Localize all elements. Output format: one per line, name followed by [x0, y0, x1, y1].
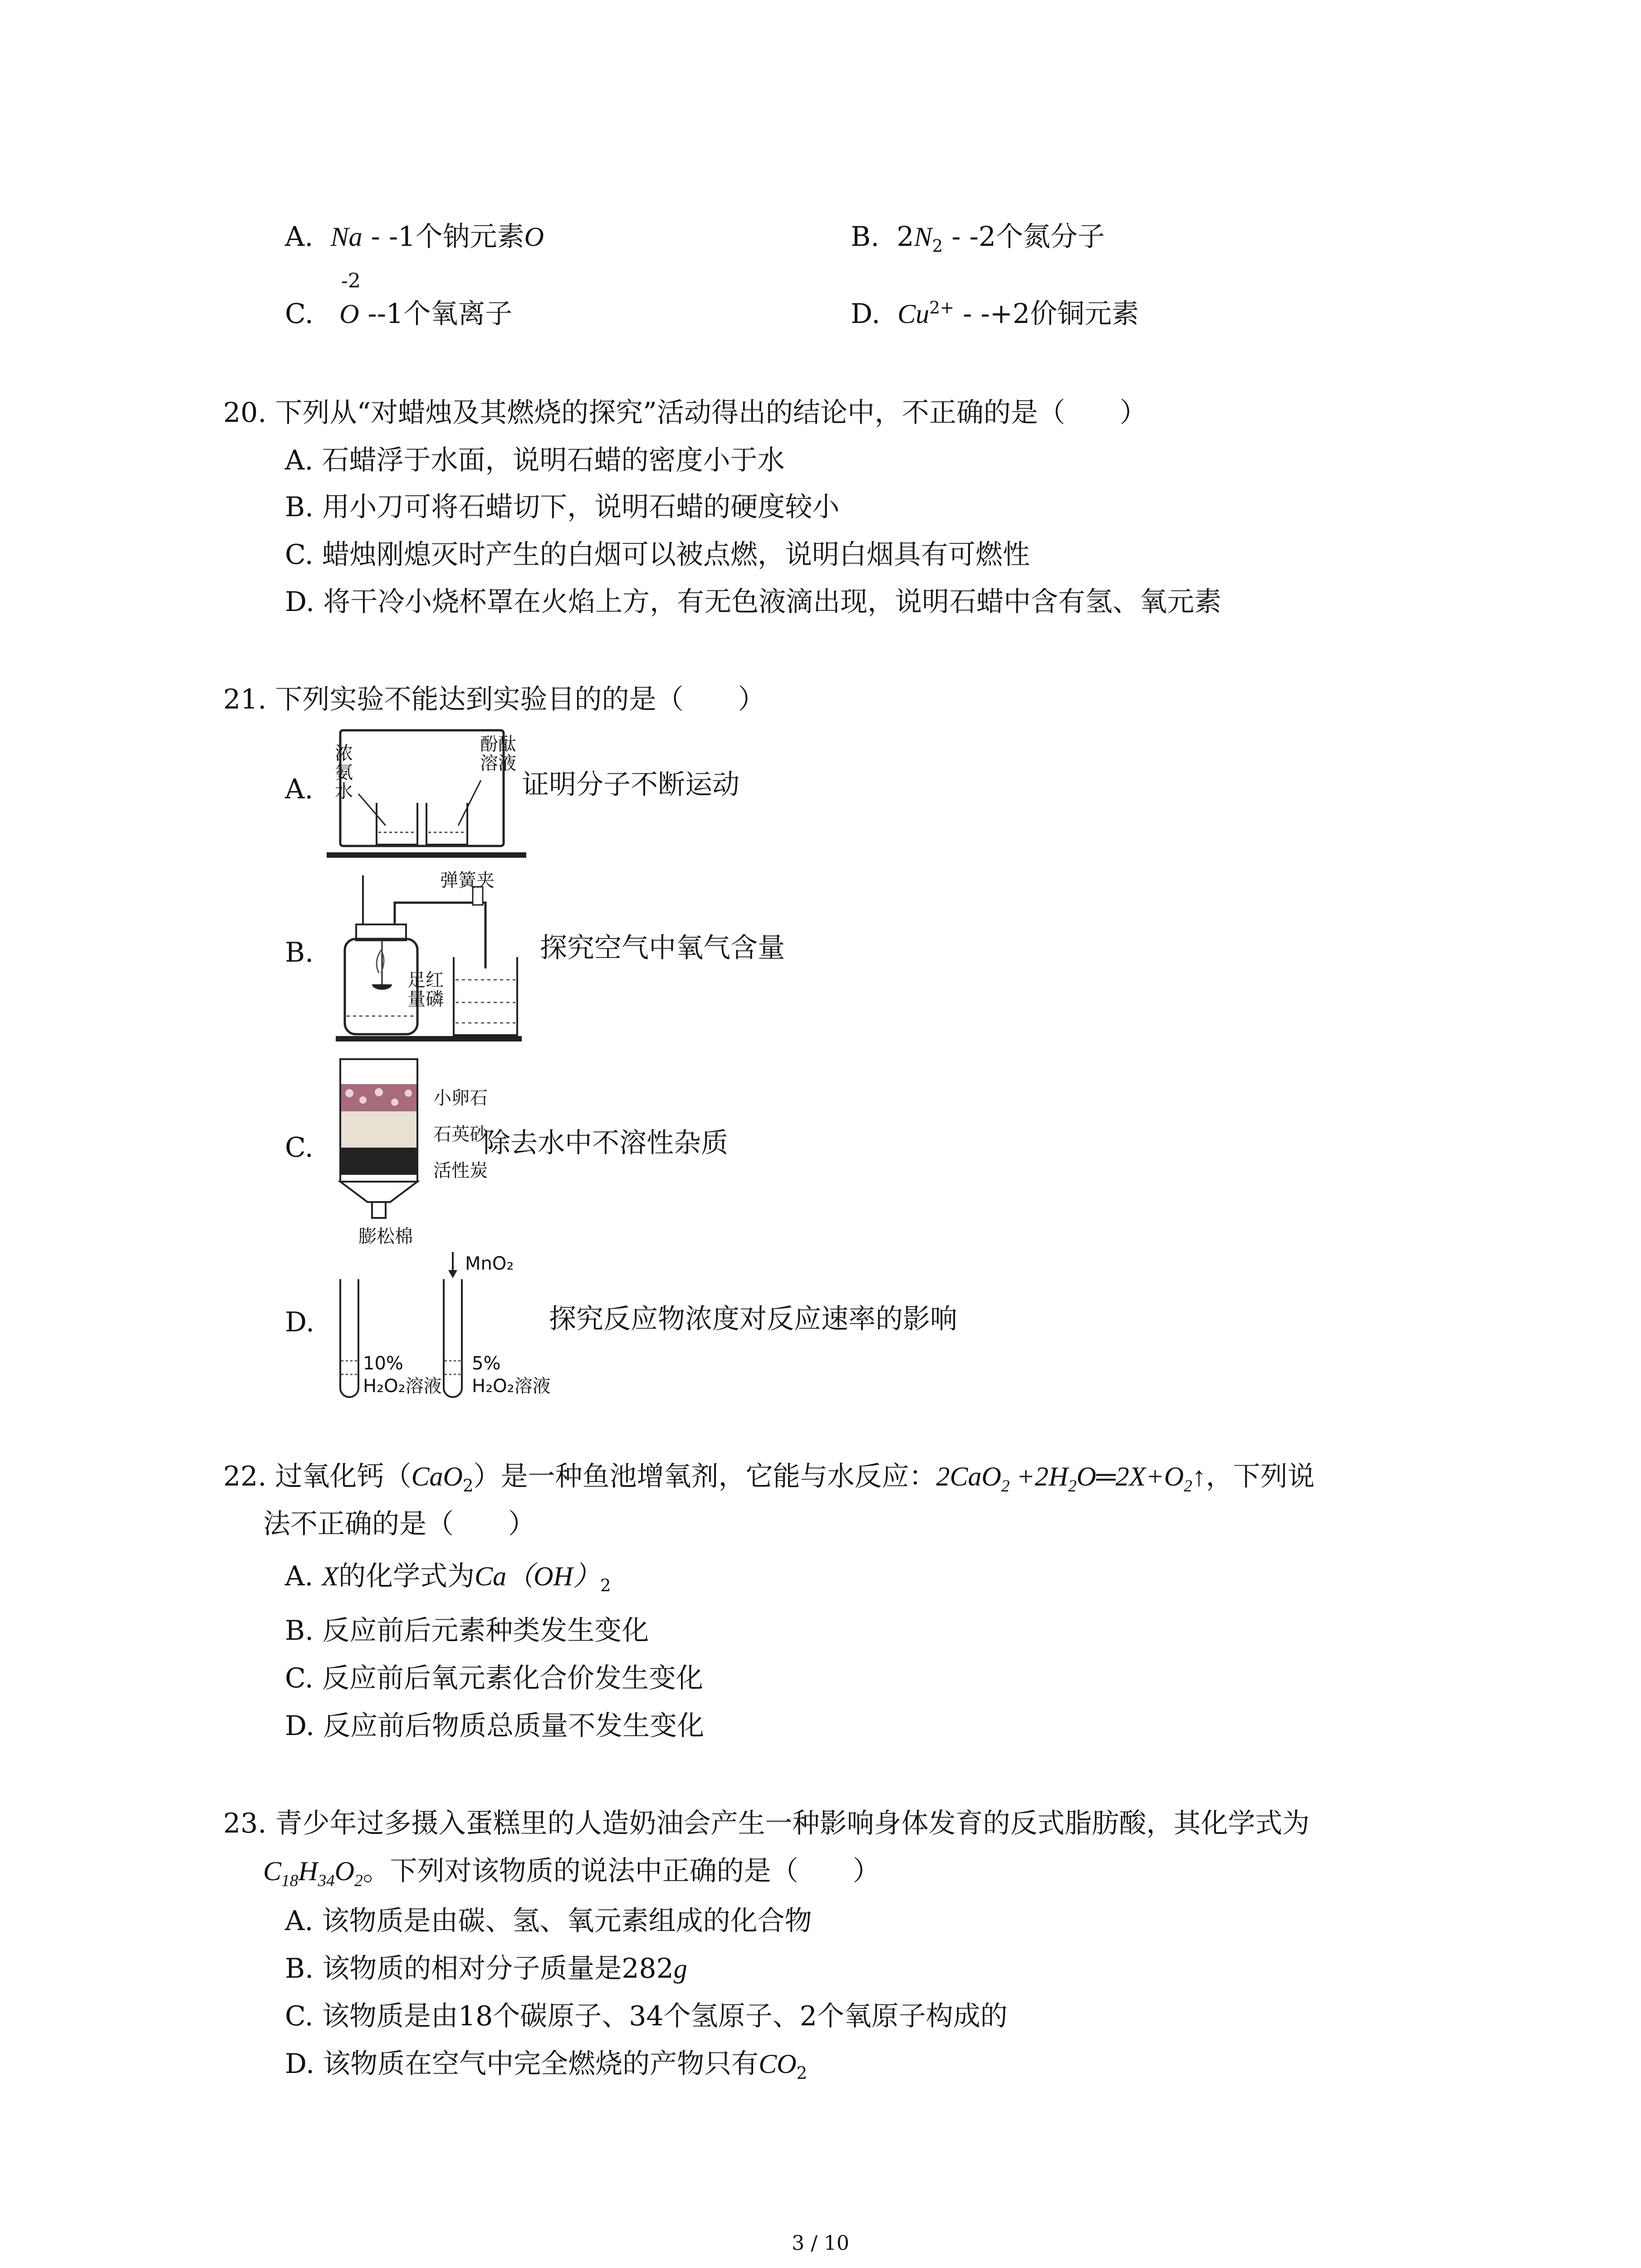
phenolphthalein-label: 酚酞 溶液 [480, 734, 516, 774]
q22-option-c: C. 反应前后氧元素化合价发生变化 [285, 1662, 703, 1694]
q23-option-a: A. 该物质是由碳、氢、氧元素组成的化合物 [285, 1905, 812, 1937]
q23-option-b: B. 该物质的相对分子质量是282g [285, 1953, 687, 1984]
q22-option-b: B. 反应前后元素种类发生变化 [285, 1615, 649, 1647]
page-number: 3 / 10 [792, 2232, 849, 2255]
q20-option-c: C. 蜡烛刚熄灭时产生的白烟可以被点燃，说明白烟具有可燃性 [285, 539, 1030, 571]
q19-option-c: C. O --1个氧离子 [285, 298, 513, 330]
q22-option-a: A. X的化学式为$Ca(OH)_2$ [285, 1560, 611, 1595]
clamp-label: 弹簧夹 [440, 870, 495, 891]
q21-option-c-label: C. [285, 1132, 314, 1163]
q20-option-a: A. 石蜡浮于水面，说明石蜡的密度小于水 [285, 445, 785, 476]
tube2-percent: 5% [472, 1353, 501, 1374]
q19-option-b: B. $2N_2 - -2$个氮分子 [851, 221, 1105, 256]
activated-carbon-label: 活性炭 [433, 1160, 488, 1181]
ammonia-label: 浓 氨 水 [335, 743, 353, 802]
q23-option-c: C. 该物质是由18个碳原子、34个氢原子、2个氧原子构成的 [285, 2000, 1008, 2032]
q19-option-c-valence: -2 [341, 269, 361, 293]
q21-option-b-label: B. [285, 937, 314, 968]
q21-option-a-text: 证明分子不断运动 [522, 769, 740, 801]
q22-equation: $2CaO_2 +2H_2O═2X+O_2↑$ [936, 1461, 1206, 1496]
oxygen-content-apparatus [336, 871, 526, 1052]
q19-option-d: D. $Cu^{2+} - -+2$价铜元素 [851, 298, 1139, 330]
q23-option-d: D. 该物质在空气中完全燃烧的产物只有$CO_2$ [285, 2048, 808, 2083]
tube1-percent: 10% [363, 1353, 403, 1374]
q21-option-d-text: 探究反应物浓度对反应速率的影响 [549, 1303, 957, 1335]
red-phosphorus-label: 足红 量磷 [407, 970, 444, 1010]
quartz-sand-label: 石英砂 [433, 1124, 488, 1145]
q22-option-d: D. 反应前后物质总质量不发生变化 [285, 1710, 705, 1742]
tube2-solution: H₂O₂溶液 [472, 1376, 551, 1397]
q21-option-a-label: A. [285, 773, 314, 805]
q23-formula: $C_{18}H_{34}O_2$ [263, 1856, 363, 1890]
q22-stem-line1: 22. 过氧化钙（CaO$_2$）是一种鱼池增氧剂，它能与水反应：$2CaO_2 +2H_2O═2X+O_2↑$，下列说 [223, 1461, 1315, 1496]
q21-option-d-label: D. [285, 1306, 315, 1338]
q20-option-b: B. 用小刀可将石蜡切下，说明石蜡的硬度较小 [285, 491, 840, 523]
q23-stem-line1: 23. 青少年过多摄入蛋糕里的人造奶油会产生一种影响身体发育的反式脂肪酸，其化学式为 [223, 1808, 1310, 1839]
q21-option-b-text: 探究空气中氧气含量 [540, 932, 785, 964]
q22-stem-line2: 法不正确的是（ ） [263, 1508, 535, 1540]
q19-option-a: A. Na - -1个钠元素O [285, 221, 544, 253]
q20-stem: 20. 下列从“对蜡烛及其燃烧的探究”活动得出的结论中，不正确的是（ ） [223, 397, 1147, 429]
tube1-solution: H₂O₂溶液 [363, 1376, 442, 1397]
mno2-label: MnO₂ [465, 1253, 514, 1274]
q21-option-c-text: 除去水中不溶性杂质 [483, 1127, 728, 1159]
q20-option-d: D. 将干冷小烧杯罩在火焰上方，有无色液滴出现，说明石蜡中含有氢、氧元素 [285, 586, 1222, 618]
q21-stem: 21. 下列实验不能达到实验目的的是（ ） [223, 684, 765, 715]
cotton-label: 膨松棉 [358, 1226, 413, 1247]
water-filter-diagram [336, 1057, 426, 1229]
q23-stem-line2: $C_{18}H_{34}O_2$。下列对该物质的说法中正确的是（ ） [263, 1855, 880, 1890]
pebble-label: 小卵石 [433, 1088, 488, 1109]
